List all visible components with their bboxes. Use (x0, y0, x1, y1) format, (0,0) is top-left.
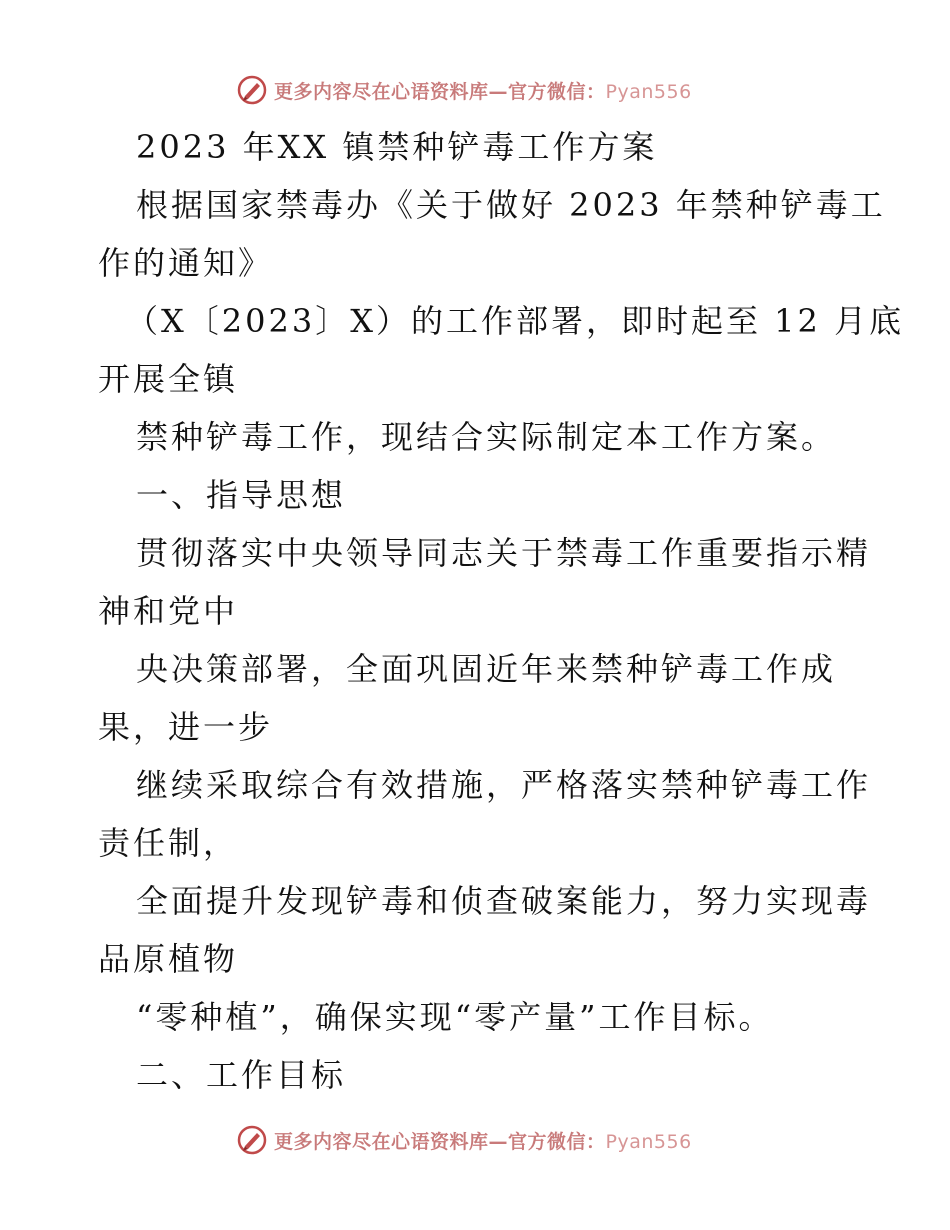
text-line: 开展全镇 (98, 360, 239, 398)
text-line: 二、工作目标 (136, 1056, 347, 1094)
text-line: 全面提升发现铲毒和侦查破案能力，努力实现毒 (136, 882, 872, 920)
watermark-text: 更多内容尽在心语资料库—官方微信：Pyan556 (274, 80, 692, 103)
text-line: 禁种铲毒工作，现结合实际制定本工作方案。 (136, 418, 837, 456)
text-line: 品原植物 (98, 940, 239, 978)
watermark-footer (236, 1122, 716, 1158)
pen-circle-logo-icon (236, 1124, 268, 1156)
text-line: 央决策部署，全面巩固近年来禁种铲毒工作成 (136, 650, 837, 688)
watermark-text: 更多内容尽在心语资料库—官方微信：Pyan556 (274, 1130, 692, 1153)
text-line: “零种植”，确保实现“零产量”工作目标。 (136, 998, 774, 1036)
text-line: 贯彻落实中央领导同志关于禁毒工作重要指示精 (136, 534, 872, 572)
text-line: 责任制， (98, 824, 239, 862)
watermark-header (236, 72, 716, 108)
text-line: 神和党中 (98, 592, 239, 630)
pen-circle-logo-icon (236, 74, 268, 106)
text-line: 2023 年XX 镇禁种铲毒工作方案 (136, 128, 658, 166)
text-line: （X〔2023〕X）的工作部署，即时起至 12 月底 (126, 302, 905, 340)
document-body (98, 118, 905, 1104)
text-line: 果，进一步 (98, 708, 274, 746)
text-line: 作的通知》 (98, 244, 274, 282)
text-line: 一、指导思想 (136, 476, 347, 514)
text-line: 继续采取综合有效措施，严格落实禁种铲毒工作 (136, 766, 872, 804)
text-line: 根据国家禁毒办《关于做好 2023 年禁种铲毒工 (136, 186, 886, 224)
